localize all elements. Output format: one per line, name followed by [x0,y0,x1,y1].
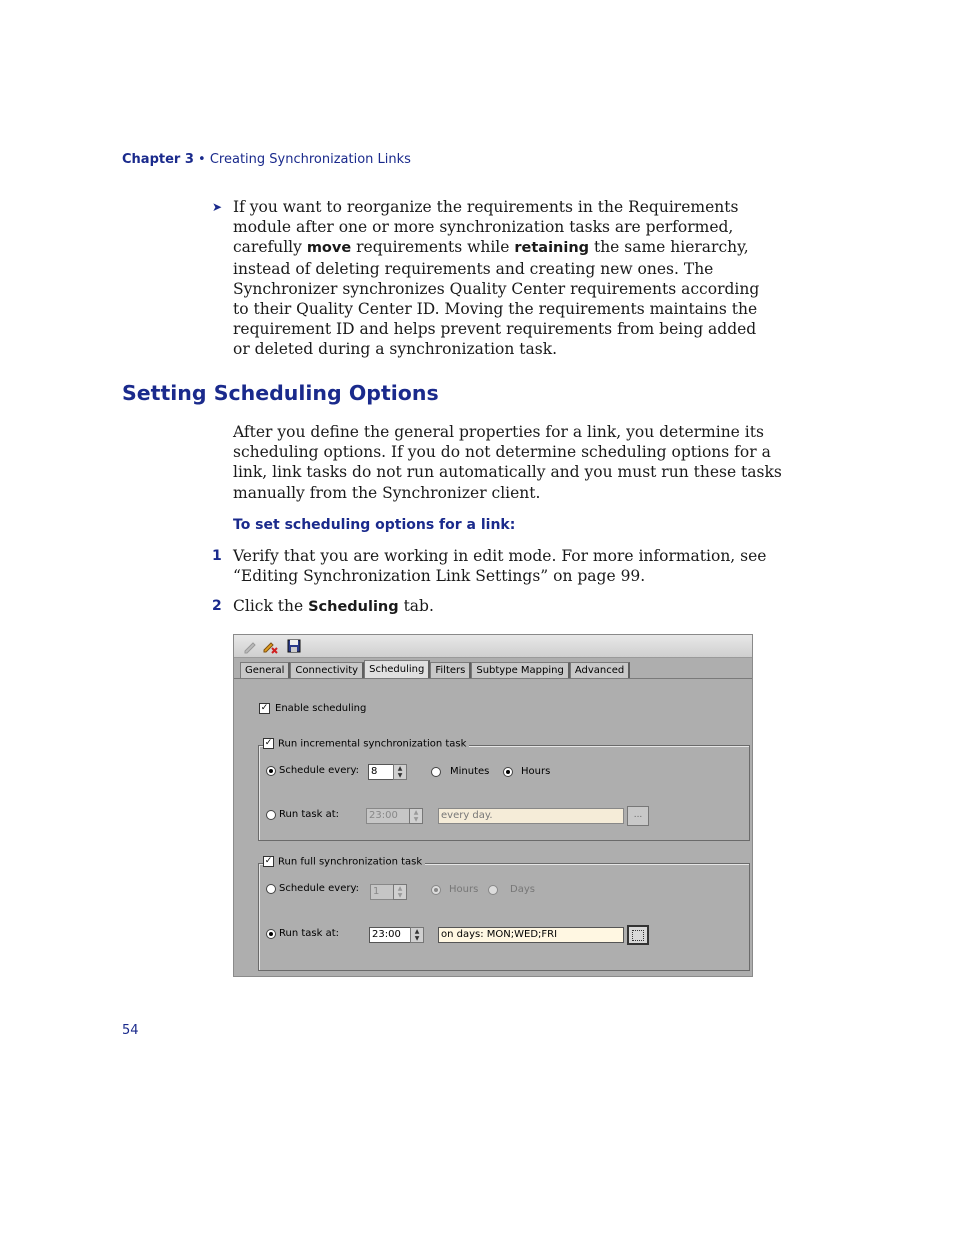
section-heading: Setting Scheduling Options [122,381,439,405]
chapter-number: Chapter 3 [122,152,194,167]
step-bold: Scheduling [308,599,399,615]
step-2 [212,596,772,617]
tab-advanced[interactable]: Advanced [570,662,630,679]
incr-run-at-radio[interactable] [266,810,276,820]
note-bullet [212,197,772,360]
step-1 [212,546,772,586]
incr-every-input[interactable]: 8 [368,764,394,780]
incr-schedule-every-radio[interactable] [266,766,276,776]
save-icon[interactable] [286,638,302,654]
tab-strip [240,660,630,680]
full-sync-legend [263,856,425,868]
running-header [122,152,411,167]
step-text: Verify that you are working in edit mode. For more information, see “Editing Synchronization Link Settings” on page 99. [233,547,767,586]
bullet-bold-retaining: retaining [514,240,590,257]
section-intro: After you define the general properties for a link, you determine its scheduling options. If you do not determine scheduling options for a link, link tasks do not run automatically and you must run these tasks manually from the Synchronizer client. [233,423,782,502]
cancel-edit-icon[interactable] [262,638,278,654]
incr-hours-label: Hours [521,766,551,777]
full-hours-radio[interactable] [431,885,441,895]
full-schedule-every-label: Schedule every: [279,883,360,894]
tab-divider [234,678,752,679]
incr-time-spinner[interactable]: ▲ ▼ [409,808,423,824]
full-time-spinner[interactable]: ▲ ▼ [410,927,424,943]
incr-days-field: every day. [438,808,624,824]
incremental-sync-checkbox[interactable]: ✓ [264,738,273,748]
arrow-bullet-icon: ➤ [212,200,223,214]
enable-scheduling-label: Enable scheduling [275,703,367,714]
full-days-label: Days [510,884,535,895]
bullet-text-1: If you want to reorganize the requirements in the Requirements module after one or more synchronization tasks are performed, carefully [233,198,739,257]
bullet-text [233,197,772,360]
tab-subtype-mapping[interactable]: Subtype Mapping [471,662,569,679]
full-sync-checkbox[interactable]: ✓ [264,856,273,866]
toolbar [234,635,752,658]
bullet-text-2: requirements while [351,238,515,257]
enable-scheduling-checkbox[interactable]: ✓ [260,703,269,713]
step-text-post: tab. [398,597,434,615]
full-run-at-label: Run task at: [279,928,339,939]
bullet-bold-move: move [306,240,352,257]
full-days-browse-button[interactable] [627,925,649,945]
edit-pencil-icon[interactable] [242,638,258,654]
tab-general[interactable]: General [240,662,290,679]
step-text [233,596,772,617]
procedure-heading: To set scheduling options for a link: [233,517,516,533]
full-hours-label: Hours [449,884,479,895]
full-run-at-radio[interactable] [266,929,276,939]
scheduling-dialog-screenshot [233,634,753,977]
chapter-title: Creating Synchronization Links [209,152,411,167]
incr-run-at-label: Run task at: [279,809,339,820]
incr-hours-radio[interactable] [503,767,513,777]
page-number: 54 [122,1023,139,1038]
step-number: 2 [212,598,222,614]
tab-scheduling[interactable]: Scheduling [364,660,430,679]
incr-minutes-radio[interactable] [431,767,441,777]
full-days-field: on days: MON;WED;FRI [438,927,624,943]
tab-filters[interactable]: Filters [430,662,471,679]
bullet-text-3: the same hierarchy, instead of deleting requirements and creating new ones. The Synchronizer synchronizes Quality Center requirements according to their Quality Center ID. Moving the requirements maintains the requirement ID and helps prevent requirements from being added or deleted during a synchronization task. [233,238,760,359]
incremental-sync-title: Run incremental synchronization task [278,738,467,750]
step-text-pre: Click the [233,597,309,615]
full-every-spinner[interactable]: ▲ ▼ [393,884,407,900]
full-days-radio[interactable] [488,885,498,895]
incr-time-input[interactable]: 23:00 [366,808,410,824]
tab-connectivity[interactable]: Connectivity [290,662,364,679]
incr-minutes-label: Minutes [450,766,490,777]
incremental-sync-legend [263,738,469,750]
incremental-sync-group [258,738,750,841]
full-every-input[interactable]: 1 [370,884,394,900]
step-number: 1 [212,548,222,564]
full-sync-title: Run full synchronization task [278,856,423,868]
incr-every-spinner[interactable]: ▲ ▼ [393,764,407,780]
full-time-input[interactable]: 23:00 [369,927,411,943]
incr-days-browse-button[interactable]: ... [627,806,649,826]
incr-schedule-every-label: Schedule every: [279,765,360,776]
full-sync-group [258,856,750,971]
header-separator: • [198,152,206,167]
full-schedule-every-radio[interactable] [266,884,276,894]
